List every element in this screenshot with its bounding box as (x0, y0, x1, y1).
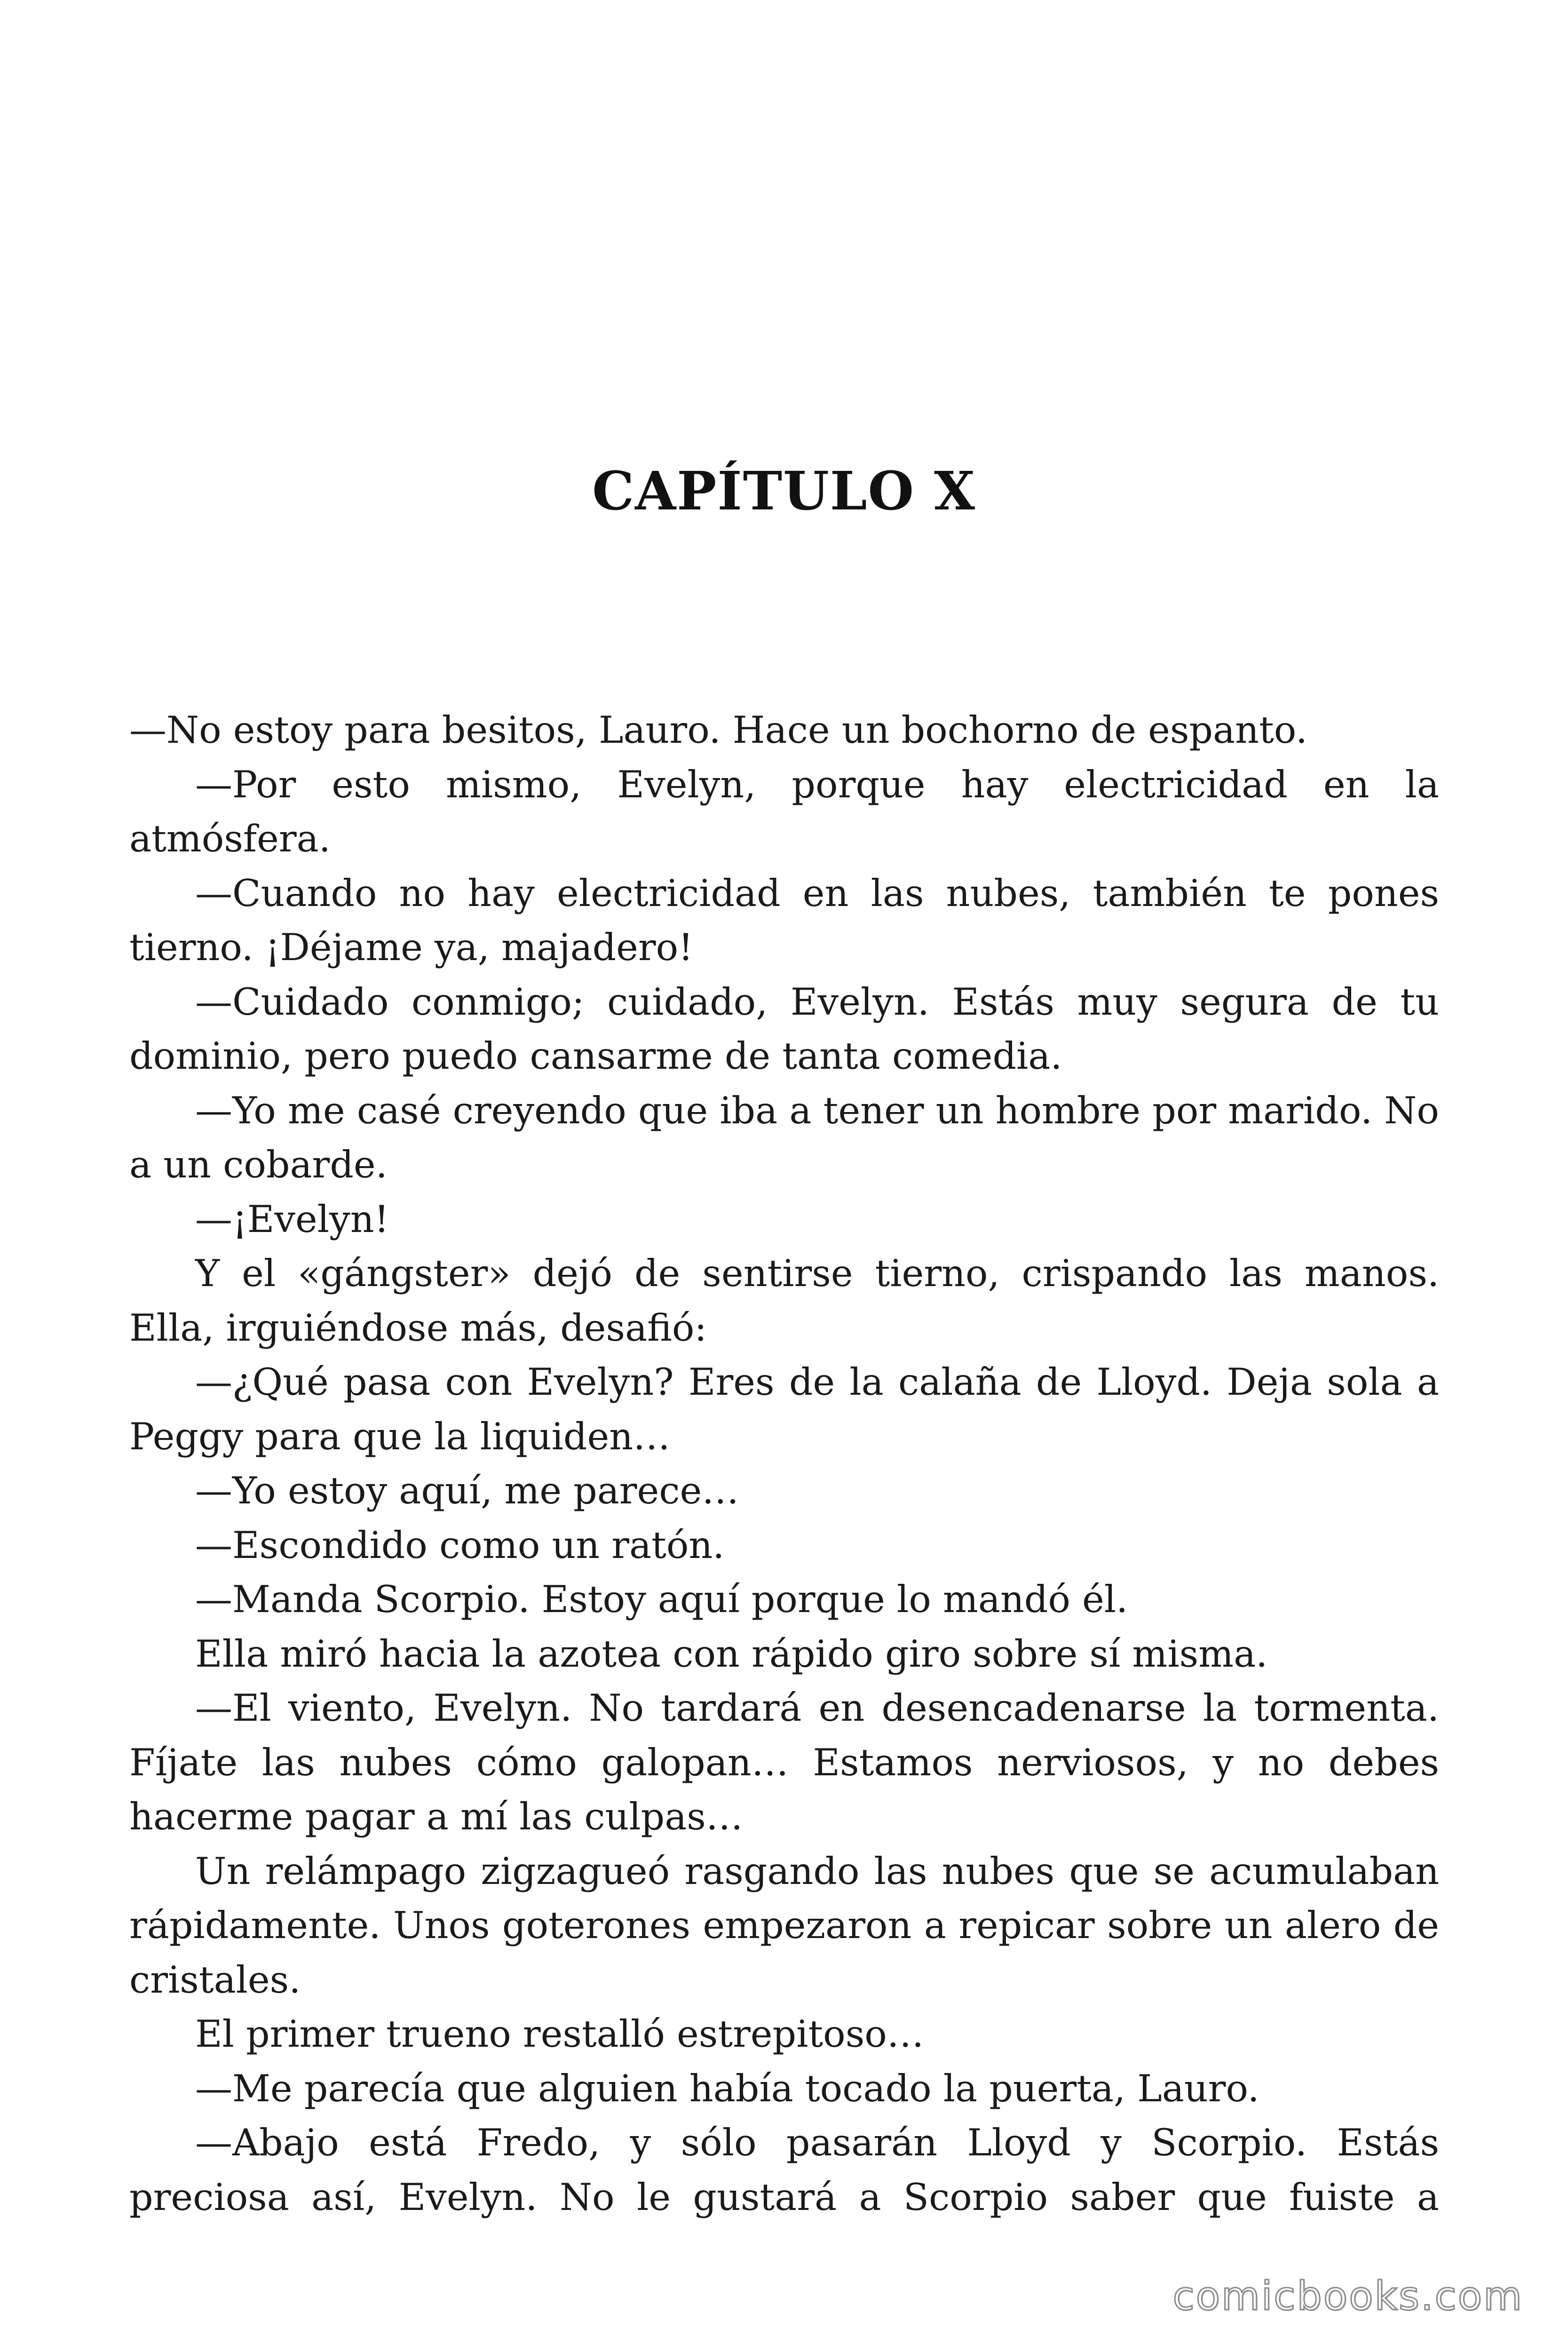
chapter-text (129, 703, 1439, 2225)
paragraph: —¿Qué pasa con Evelyn? Eres de la calaña de Lloyd. Deja sola a Peggy para que la liquiden… (129, 1360, 1439, 1458)
paragraph: —Por esto mismo, Evelyn, porque hay electricidad en la atmósfera. (129, 763, 1439, 860)
paragraph: —Cuidado conmigo; cuidado, Evelyn. Estás muy segura de tu dominio, pero puedo cansarme de tanta comedia. (129, 980, 1439, 1078)
paragraph: —Manda Scorpio. Estoy aquí porque lo mandó él. (195, 1578, 1128, 1621)
paragraph: Un relámpago zigzagueó rasgando las nubes que se acumulaban rápidamente. Unos goterones empezaron a repicar sobre un alero de cristales. (129, 1849, 1439, 2002)
paragraph: —Cuando no hay electricidad en las nubes, también te pones tierno. ¡Déjame ya, majadero! (129, 871, 1439, 969)
paragraph: —Escondido como un ratón. (195, 1523, 725, 1567)
paragraph: —¡Evelyn! (195, 1197, 389, 1241)
paragraph: —Yo estoy aquí, me parece… (195, 1469, 739, 1512)
chapter-title: CAPÍTULO X (592, 461, 976, 522)
paragraph: —Yo me casé creyendo que iba a tener un hombre por marido. No a un cobarde. (129, 1089, 1439, 1186)
paragraph: —Abajo está Fredo, y sólo pasarán Lloyd y Scorpio. Estás preciosa así, Evelyn. No le gustará a Scorpio saber que fuiste a (129, 2121, 1439, 2219)
paragraph: —El viento, Evelyn. No tardará en desencadenarse la tormenta. Fíjate las nubes cómo galopan… Estamos nerviosos, y no debes hacerme pagar a mí las culpas… (129, 1686, 1439, 1838)
watermark: comicbooks.com (1172, 2273, 1523, 2319)
paragraph: Ella miró hacia la azotea con rápido giro sobre sí misma. (195, 1632, 1268, 1676)
paragraph: —Me parecía que alguien había tocado la puerta, Lauro. (195, 2066, 1259, 2110)
paragraph: Y el «gángster» dejó de sentirse tierno, crispando las manos. Ella, irguiéndose más, desafió: (129, 1252, 1439, 1350)
paragraph: —No estoy para besitos, Lauro. Hace un bochorno de espanto. (129, 708, 1308, 752)
paragraph: El primer trueno restalló estrepitoso… (195, 2012, 924, 2056)
